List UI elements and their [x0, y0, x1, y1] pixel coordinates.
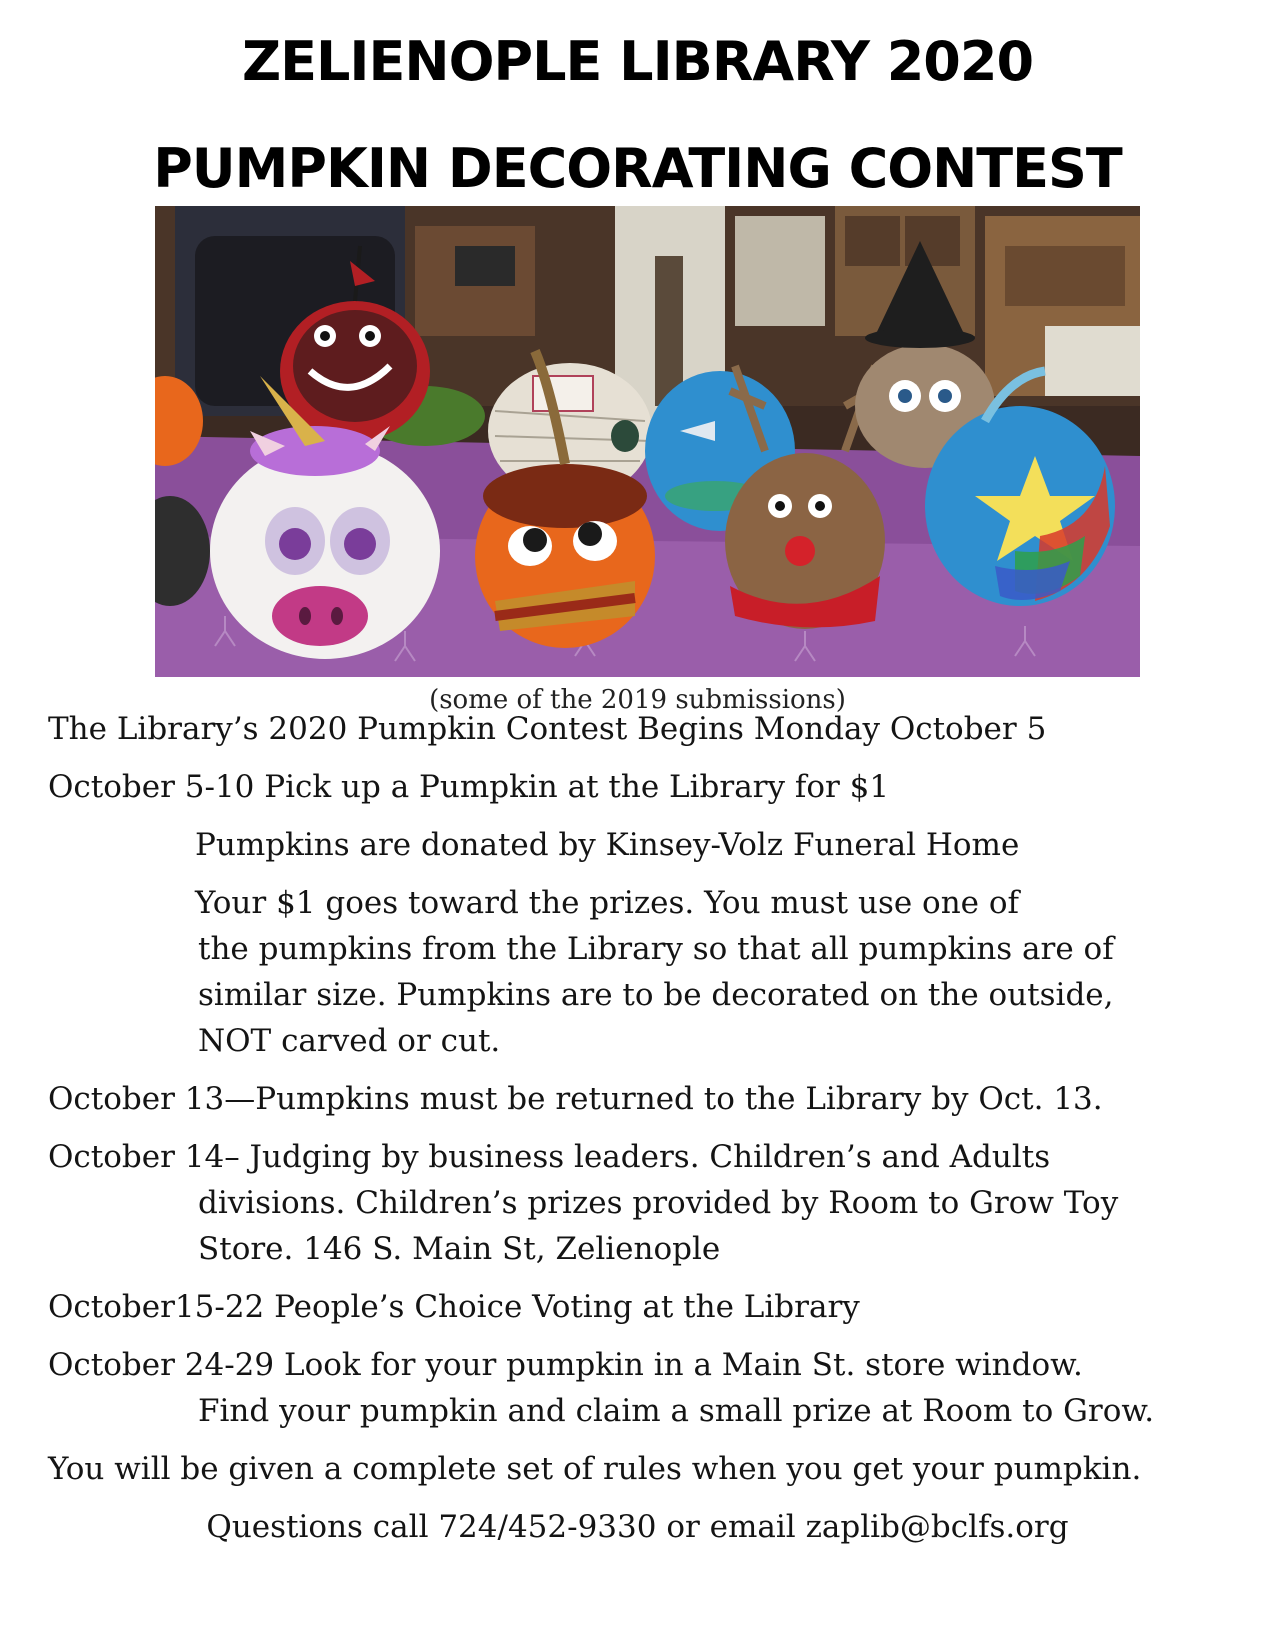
rules-notice-line: You will be given a complete set of rules when you get your pumpkin.: [48, 1451, 1142, 1487]
judging-line-2: divisions. Children’s prizes provided by Room to Grow Toy: [198, 1185, 1119, 1221]
pumpkin-photo: [155, 206, 1140, 677]
rules-line-3: similar size. Pumpkins are to be decorated on the outside,: [198, 977, 1114, 1013]
return-deadline-line: October 13—Pumpkins must be returned to the Library by Oct. 13.: [48, 1081, 1103, 1117]
rules-line-1: Your $1 goes toward the prizes. You must use one of: [195, 885, 1020, 921]
judging-line-3: Store. 146 S. Main St, Zelienople: [198, 1231, 721, 1267]
page-title: ZELIENOPLE LIBRARY 2020: [241, 30, 1034, 93]
display-line-1: October 24-29 Look for your pumpkin in a Main St. store window.: [48, 1347, 1083, 1383]
display-line-2: Find your pumpkin and claim a small prize at Room to Grow.: [198, 1393, 1155, 1429]
voting-line: October15-22 People’s Choice Voting at the Library: [48, 1289, 860, 1325]
judging-line-1: October 14– Judging by business leaders. Children’s and Adults: [48, 1139, 1051, 1175]
photo-caption: (some of the 2019 submissions): [429, 685, 846, 715]
contact-line: Questions call 724/452-9330 or email zaplib@bclfs.org: [206, 1509, 1069, 1545]
donation-line: Pumpkins are donated by Kinsey-Volz Funeral Home: [195, 827, 1020, 863]
rules-line-2: the pumpkins from the Library so that all pumpkins are of: [198, 931, 1114, 967]
page-subtitle: PUMPKIN DECORATING CONTEST: [153, 137, 1122, 200]
rules-line-4: NOT carved or cut.: [198, 1023, 501, 1059]
pickup-line: October 5-10 Pick up a Pumpkin at the Library for $1: [48, 769, 890, 805]
contest-start-line: The Library’s 2020 Pumpkin Contest Begins Monday October 5: [48, 711, 1047, 747]
